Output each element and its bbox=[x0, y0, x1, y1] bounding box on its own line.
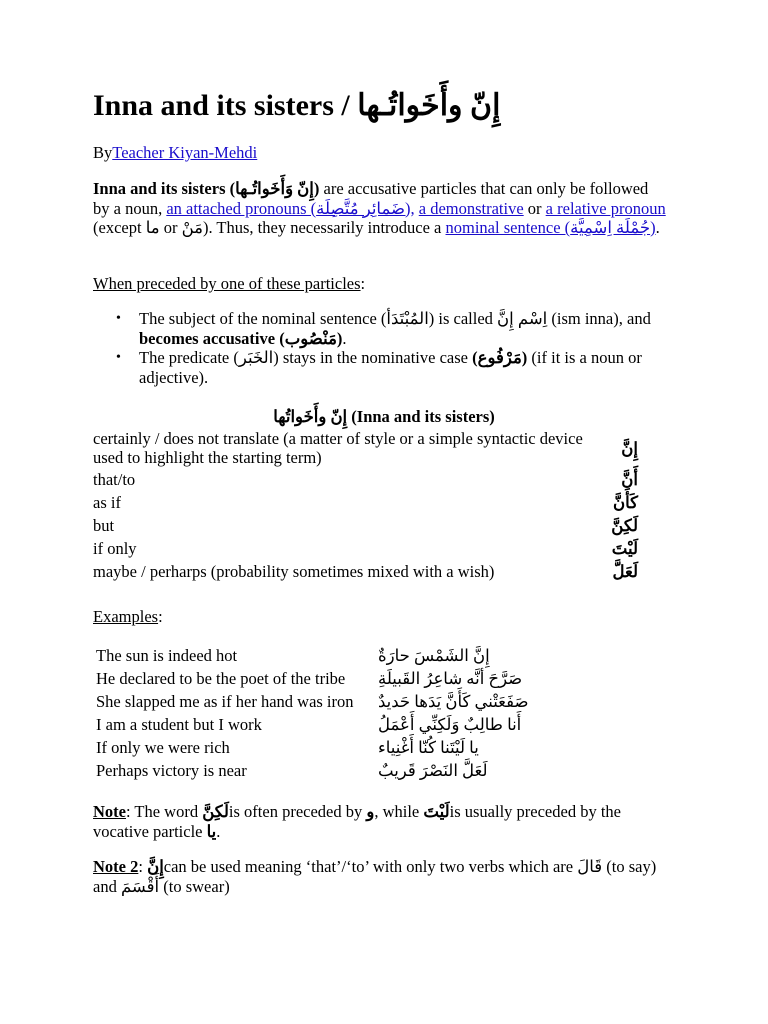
particle-meaning: maybe / perharps (probability sometimes mixed with a wish) bbox=[93, 562, 495, 581]
intro-text-5: . bbox=[655, 218, 660, 237]
preceded-heading-colon: : bbox=[360, 274, 366, 293]
example-english: If only we were rich bbox=[96, 738, 230, 757]
attached-pronouns-link[interactable]: an attached pronouns (ضَمائِر مُتَّصِلَة), bbox=[166, 198, 415, 218]
note-label: Note 2 bbox=[93, 857, 139, 876]
example-row bbox=[93, 667, 533, 690]
example-english: He declared to be the poet of the tribe bbox=[96, 669, 346, 688]
example-arabic: إِنَّ الشَمْسَ حارَةٌ bbox=[378, 646, 490, 665]
particle-row bbox=[93, 539, 663, 562]
particle-arabic: لَكِنَّ bbox=[611, 516, 638, 535]
particles-table-caption: إِنّ وأَخَواتُها (Inna and its sisters) bbox=[273, 407, 495, 426]
author-link[interactable]: Teacher Kiyan-Mehdi bbox=[112, 143, 258, 162]
rule-item-subject bbox=[93, 309, 683, 348]
intro-text-4: (except ما or مَنْ). Thus, they necessarily introduce a bbox=[93, 218, 446, 237]
example-arabic: أَنا طالِبٌ وَلَكِنِّي أَعْمَلُ bbox=[378, 715, 522, 734]
note-text: can be used meaning ‘that’/‘to’ with only two verbs which are bbox=[163, 857, 578, 876]
particle-meaning: as if bbox=[93, 493, 121, 512]
particle-arabic: كَأَنَّ bbox=[613, 493, 638, 512]
particle-arabic: إِنَّ bbox=[621, 439, 638, 458]
demonstrative-link[interactable]: a demonstrative bbox=[418, 198, 524, 218]
note-arabic-word: و bbox=[366, 802, 375, 821]
particle-arabic: أَنَّ bbox=[621, 470, 638, 489]
particles-table bbox=[93, 429, 663, 585]
rule-item-predicate bbox=[93, 348, 683, 387]
note-text: : bbox=[138, 857, 148, 876]
example-english: Perhaps victory is near bbox=[96, 761, 247, 780]
note-text: is usually preceded by the vocative particle bbox=[93, 802, 621, 841]
examples-heading bbox=[93, 607, 163, 627]
example-row bbox=[93, 644, 533, 667]
particle-row bbox=[93, 429, 663, 470]
note-arabic-word: يا bbox=[206, 821, 217, 841]
note-text: (to swear) bbox=[159, 876, 230, 896]
example-arabic: صَرَّحَ أنَّه شاعِرُ القَبيلَةِ bbox=[378, 669, 523, 688]
example-arabic: لَعَلَّ النَصْرَ قَريبٌ bbox=[378, 761, 488, 780]
rule-tail: . bbox=[342, 328, 347, 348]
rule-text: The predicate (الخَبَر) stays in the nominative case bbox=[139, 348, 473, 367]
examples-heading-colon: : bbox=[158, 607, 163, 626]
example-row bbox=[93, 759, 533, 782]
preceded-heading-text: When preceded by one of these particles bbox=[93, 274, 361, 293]
particle-row bbox=[93, 516, 663, 539]
example-english: She slapped me as if her hand was iron bbox=[96, 692, 354, 711]
particle-row bbox=[93, 470, 663, 493]
example-english: I am a student but I work bbox=[96, 715, 262, 734]
note-text: is often preceded by bbox=[228, 802, 367, 821]
particle-arabic: لَعَلَّ bbox=[612, 562, 638, 581]
particle-meaning: but bbox=[93, 516, 115, 535]
example-english: The sun is indeed hot bbox=[96, 646, 238, 665]
note-arabic-word: قَالَ bbox=[577, 857, 603, 876]
intro-text-1: are accusative particles that can only be followed by a noun, bbox=[93, 179, 649, 218]
byline-prefix: By bbox=[93, 143, 113, 162]
particle-row bbox=[93, 493, 663, 516]
rule-bold: becomes accusative (مَنْصُوب) bbox=[139, 328, 343, 348]
note-arabic-word: إِنَّ bbox=[147, 857, 164, 876]
byline bbox=[93, 143, 257, 163]
note-1 bbox=[93, 802, 668, 841]
rules-list bbox=[93, 309, 683, 387]
rule-tail: (if it is a noun or adjective). bbox=[139, 348, 642, 387]
nominal-sentence-link[interactable]: nominal sentence (جُمْلَة اِسْمِيَّة) bbox=[445, 218, 656, 237]
intro-term-arabic: (إِنّ وَأَخَواتُـها) bbox=[225, 179, 320, 198]
rule-bold: (مَرْفُوع) bbox=[472, 348, 528, 367]
particle-arabic: لَيْتَ bbox=[611, 539, 638, 558]
examples-heading-text: Examples bbox=[93, 607, 159, 626]
intro-text-3: or bbox=[523, 198, 546, 218]
example-row bbox=[93, 713, 533, 736]
example-row bbox=[93, 690, 533, 713]
page-title: Inna and its sisters / إِنّ وأَخَواتُـها bbox=[93, 89, 501, 122]
note-text: , while bbox=[374, 802, 424, 821]
note-text: . bbox=[216, 821, 221, 841]
bullet-icon: • bbox=[116, 311, 121, 326]
preceded-heading bbox=[93, 274, 365, 294]
note-arabic-word: لَيْتَ bbox=[423, 802, 450, 821]
note-arabic-word: لَكِنَّ bbox=[202, 802, 229, 821]
particle-meaning: if only bbox=[93, 539, 137, 558]
particle-meaning: certainly / does not translate (a matter of style or a simple syntactic device used to highlight the starting term) bbox=[93, 429, 583, 467]
note-text: : The word bbox=[125, 802, 203, 821]
relative-pronoun-link[interactable]: a relative pronoun bbox=[545, 198, 666, 218]
note-2 bbox=[93, 857, 668, 896]
particle-meaning: that/to bbox=[93, 470, 136, 489]
rule-text: The subject of the nominal sentence (المُبْتَدَأ) is called اِسْم إِنَّ (ism inna), and bbox=[139, 309, 651, 328]
note-text: (to say) and bbox=[93, 857, 657, 896]
intro-term: Inna and its sisters bbox=[93, 179, 226, 198]
note-arabic-word: أَقْسَمَ bbox=[120, 876, 160, 896]
particle-row bbox=[93, 562, 663, 585]
example-arabic: صَفَعَتْني كَأَنَّ يَدَها حَديدٌ bbox=[378, 692, 529, 711]
examples-table bbox=[93, 644, 533, 782]
bullet-icon: • bbox=[116, 350, 121, 365]
example-arabic: يا لَيْتَنا كُنّا أَغْنِياء bbox=[378, 738, 479, 757]
note-label: Note bbox=[93, 802, 126, 821]
intro-paragraph bbox=[93, 179, 668, 238]
example-row bbox=[93, 736, 533, 759]
